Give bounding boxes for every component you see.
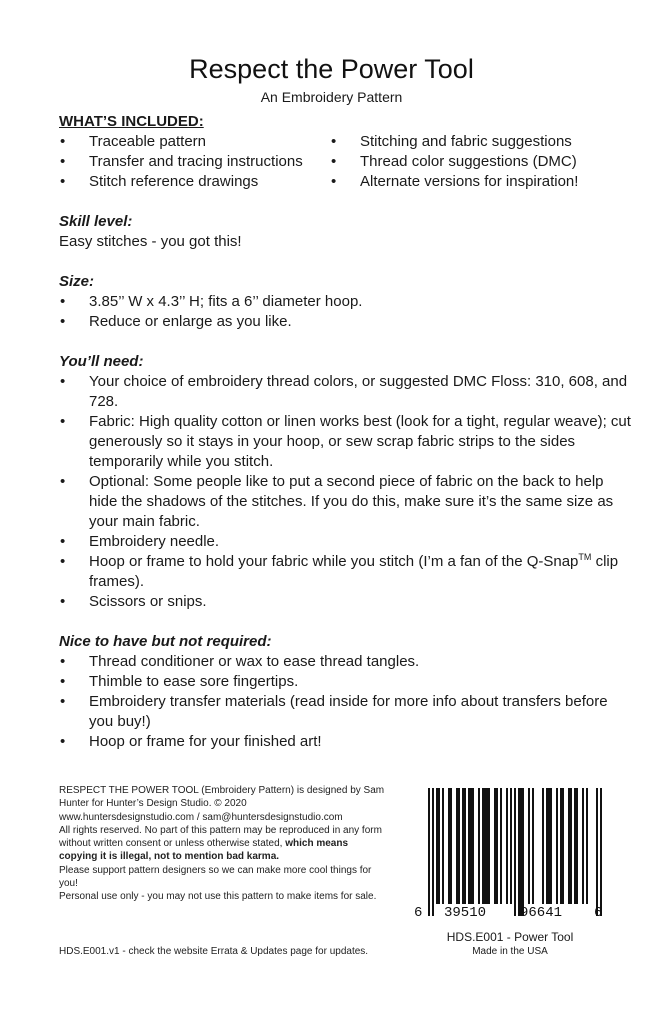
list-item: • Stitching and fabric suggestions: [331, 133, 572, 150]
list-item: • Alternate versions for inspiration!: [331, 173, 579, 190]
list-item: • Stitch reference drawings: [60, 173, 259, 190]
barcode-bar: [450, 788, 452, 904]
barcode: [410, 780, 610, 920]
list-item: • Hoop or frame for your finished art!: [60, 733, 322, 750]
barcode-bar: [436, 788, 438, 904]
bullet-icon: •: [60, 413, 66, 430]
list-item: • Thread color suggestions (DMC): [331, 153, 577, 170]
barcode-bar: [548, 788, 550, 904]
youll-need-heading: You’ll need:: [59, 353, 144, 370]
skill-level-heading: Skill level:: [59, 213, 133, 230]
barcode-bar: [458, 788, 460, 904]
bullet-icon: •: [60, 133, 66, 150]
barcode-bar: [448, 788, 450, 904]
list-item: • Scissors or snips.: [60, 593, 207, 610]
barcode-bar: [600, 788, 602, 916]
barcode-bar: [576, 788, 578, 904]
bullet-icon: •: [60, 733, 66, 750]
barcode-bar: [482, 788, 484, 904]
trademark-mark: TM: [578, 552, 592, 562]
whats-included-heading: WHAT’S INCLUDED:: [59, 113, 204, 130]
personal-use-note: Personal use only - you may not use this pattern to make items for sale.: [59, 891, 377, 903]
barcode-bar: [428, 788, 430, 916]
included-list-left: [59, 132, 330, 192]
bullet-icon: •: [60, 313, 66, 330]
barcode-bar: [432, 788, 434, 916]
list-item: • Optional: Some people like to put a second piece of fabric on the back to help hide the shadows of the stitches. If you do this, make sure it’s the same size as your main fabric.: [60, 473, 614, 530]
size-list: [59, 292, 634, 332]
barcode-digit-first: 6: [414, 905, 423, 921]
barcode-bar: [514, 788, 516, 916]
rights-statement: All rights reserved. No part of this pattern may be reproduced in any form without written consent or unless otherwise stated, which means copying it is illegal, not to mention bad karma.: [59, 824, 382, 863]
barcode-bar: [456, 788, 458, 904]
barcode-bar: [586, 788, 588, 904]
barcode-bar: [438, 788, 440, 904]
version-note: HDS.E001.v1 - check the website Errata & Updates page for updates.: [59, 946, 369, 957]
bullet-icon: •: [60, 673, 66, 690]
barcode-bar: [506, 788, 508, 904]
list-item: • Embroidery needle.: [60, 533, 220, 550]
barcode-bar: [542, 788, 544, 904]
bullet-icon: •: [331, 153, 337, 170]
nice-to-have-heading: Nice to have but not required:: [59, 633, 272, 650]
barcode-bar: [556, 788, 558, 904]
size-heading: Size:: [59, 273, 95, 290]
barcode-bar: [520, 788, 522, 916]
barcode-bar: [464, 788, 466, 904]
designer-credit: RESPECT THE POWER TOOL (Embroidery Pattern) is designed by Sam Hunter for Hunter’s Design Studio. © 2020: [59, 785, 385, 810]
barcode-bar: [478, 788, 480, 904]
barcode-bar: [532, 788, 534, 904]
barcode-bar: [488, 788, 490, 904]
copyright-notice: [59, 784, 389, 904]
bullet-icon: •: [331, 173, 337, 190]
bullet-icon: •: [60, 473, 66, 490]
barcode-bar: [522, 788, 524, 916]
bullet-icon: •: [60, 533, 66, 550]
barcode-bars: [410, 780, 610, 920]
list-item: • Traceable pattern: [60, 133, 207, 150]
bullet-icon: •: [60, 693, 66, 710]
bullet-icon: •: [60, 373, 66, 390]
list-item: • Hoop or frame to hold your fabric while you stitch (I’m a fan of the Q-Snap™ clip frames).: [60, 552, 619, 590]
barcode-bar: [470, 788, 472, 904]
barcode-bar: [560, 788, 562, 904]
barcode-bar: [596, 788, 598, 916]
barcode-bar: [568, 788, 570, 904]
list-item: • Thread conditioner or wax to ease thread tangles.: [60, 653, 420, 670]
barcode-bar: [496, 788, 498, 904]
bullet-icon: •: [60, 293, 66, 310]
list-item: • Fabric: High quality cotton or linen works best (look for a tight, regular weave); cut generously so it stays in your hoop, or sew scrap fabric strips to the sides temporarily while you stitch.: [60, 413, 631, 470]
barcode-bar: [472, 788, 474, 904]
barcode-digit-last: 6: [594, 905, 603, 921]
product-sku: HDS.E001 - Power Tool: [446, 930, 574, 944]
barcode-bar: [582, 788, 584, 904]
list-item: • Your choice of embroidery thread colors, or suggested DMC Floss: 310, 608, and 728.: [60, 373, 628, 410]
barcode-bar: [570, 788, 572, 904]
bullet-icon: •: [60, 173, 66, 190]
list-item: • Reduce or enlarge as you like.: [60, 313, 292, 330]
bullet-icon: •: [60, 153, 66, 170]
barcode-group-right: 96641: [520, 905, 563, 921]
made-in-label: Made in the USA: [472, 946, 548, 957]
website-email: www.huntersdesignstudio.com / sam@huntersdesignstudio.com: [59, 811, 343, 823]
list-item: • Embroidery transfer materials (read inside for more info about transfers before you buy!): [60, 693, 608, 730]
barcode-bar: [486, 788, 488, 904]
barcode-bar: [494, 788, 496, 904]
barcode-bar: [500, 788, 502, 904]
youll-need-list: [59, 372, 634, 612]
page-subtitle: An Embroidery Pattern: [260, 89, 403, 105]
barcode-bar: [574, 788, 576, 904]
barcode-bar: [462, 788, 464, 904]
included-list-right: [330, 132, 630, 192]
barcode-bar: [468, 788, 470, 904]
nice-to-have-list: [59, 652, 634, 752]
pattern-description: [59, 112, 634, 752]
barcode-bar: [528, 788, 530, 904]
barcode-group-left: 39510: [444, 905, 487, 921]
list-item: • Thimble to ease sore fingertips.: [60, 673, 299, 690]
barcode-bar: [562, 788, 564, 904]
bullet-icon: •: [331, 133, 337, 150]
page-title: Respect the Power Tool: [189, 54, 474, 84]
included-columns: [59, 132, 634, 192]
barcode-bar: [546, 788, 548, 904]
bullet-icon: •: [60, 593, 66, 610]
barcode-bar: [510, 788, 512, 904]
support-note: Please support pattern designers so we can make more cool things for you!: [59, 864, 372, 890]
list-item: • Transfer and tracing instructions: [60, 153, 303, 170]
barcode-bar: [518, 788, 520, 916]
bullet-icon: •: [60, 553, 66, 570]
skill-level-text: Easy stitches - you got this!: [59, 233, 242, 250]
barcode-bar: [550, 788, 552, 904]
barcode-bar: [442, 788, 444, 904]
bullet-icon: •: [60, 653, 66, 670]
list-item: • 3.85’’ W x 4.3’’ H; fits a 6’’ diameter hoop.: [60, 293, 363, 310]
barcode-bar: [484, 788, 486, 904]
